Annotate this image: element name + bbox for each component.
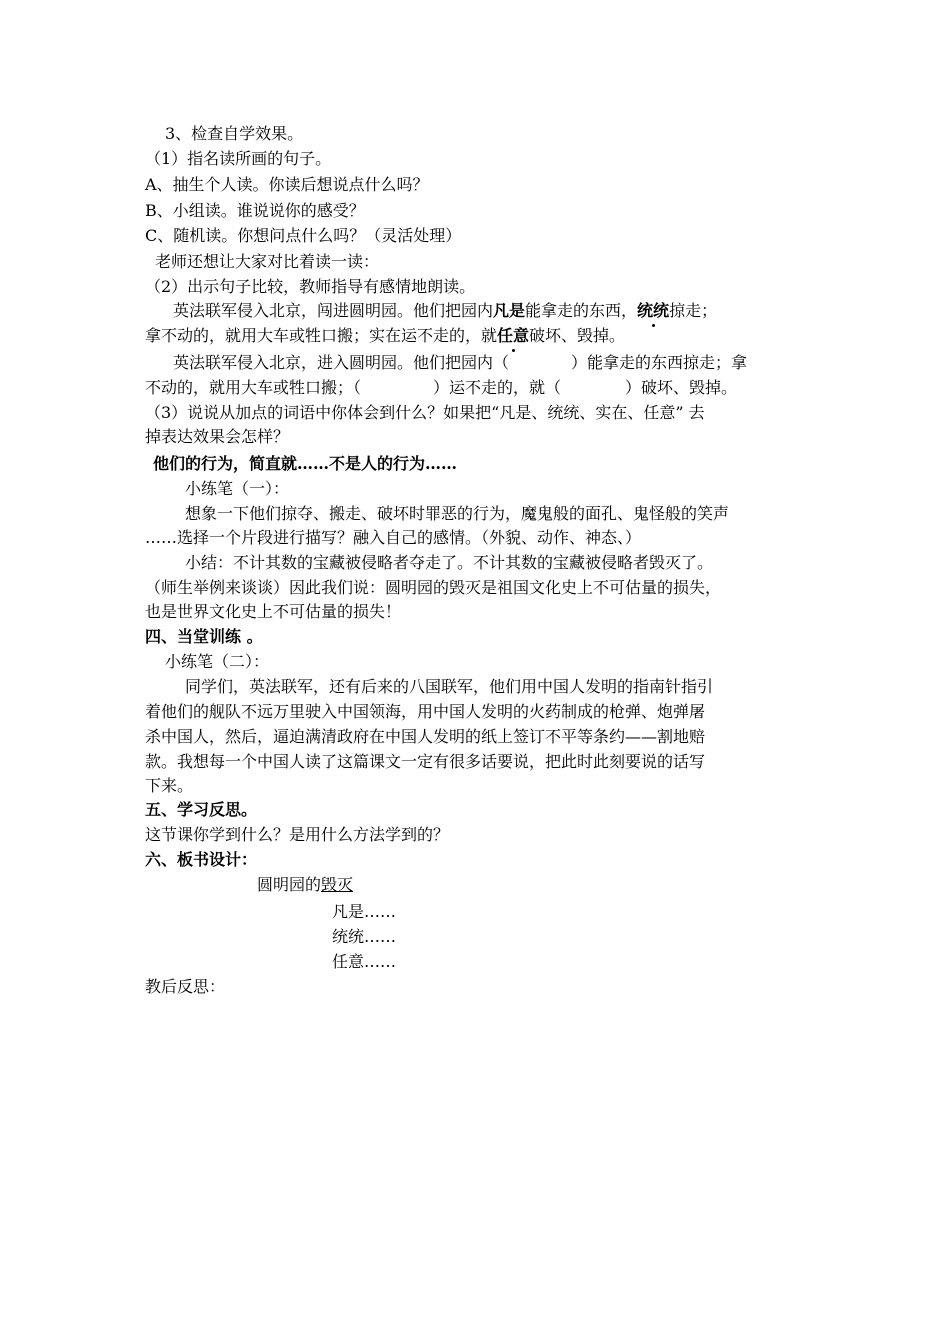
teacher-note: 老师还想让大家对比着读一读： [155,252,380,271]
item-b: B、小组读。谁说说你的感受？ [145,201,365,220]
section-6-heading: 六、板书设计： [145,850,258,869]
section-4-heading: 四、当堂训练 。 [145,627,263,646]
practice-2-line-2: 着他们的舰队不远万里驶入中国领海，用中国人发明的火药制成的枪弹、炮弹屠 [145,702,706,721]
item-a: A、抽生个人读。你读后想说点什么吗？ [145,175,429,194]
summary-line-2: （师生举例来谈谈）因此我们说：圆明园的毁灭是祖国文化史上不可估量的损失， [145,578,722,597]
practice-1-line-2: ……选择一个片段进行描写？融入自己的感情。（外貌、动作、神态、） [145,528,642,547]
board-item: 统统…… [332,927,397,946]
task-3-line-2: 掉表达效果会怎样？ [145,427,290,446]
section-5-heading: 五、学习反思。 [145,800,258,819]
emphasis-word: 凡是 [493,301,526,320]
sentence-2-line-1: 英法联军侵入北京，进入圆明园。他们把园内（ ）能拿走的东西掠走；拿 [173,353,748,372]
task-2: （2）出示句子比较，教师指导有感情地朗读。 [145,277,476,296]
sentence-1-line-2: 拿不动的，就用大车或牲口搬；实在运不走的，就任意破坏、毁掉。 [145,324,625,348]
item-c: C、随机读。你想问点什么吗？（灵活处理） [145,226,462,245]
underlined-word: 毁灭 [321,875,354,894]
practice-2-line-3: 杀中国人，然后，逼迫满清政府在中国人发明的纸上签订不平等条约——割地赔 [145,727,706,746]
summary-line-1: 小结：不计其数的宝藏被侵略者夺走了。不计其数的宝藏被侵略者毁灭了。 [185,553,714,572]
post-lesson-reflection: 教后反思： [145,977,226,996]
dotted-word: 任意 [497,324,529,348]
sentence-1-line-1: 英法联军侵入北京，闯进圆明园。他们把园内凡是能拿走的东西，统统掠走； [173,299,717,323]
step-heading: 3、检查自学效果。 [165,124,304,143]
sentence-2-line-2: 不动的，就用大车或牲口搬；（ ）运不走的，就（ ）破坏、毁掉。 [145,378,738,397]
summary-line-3: 也是世界文化史上不可估量的损失！ [145,602,402,621]
practice-2-line-1: 同学们，英法联军，还有后来的八国联军，他们用中国人发明的指南针指引 [185,677,714,696]
task-3-line-1: （3）说说从加点的词语中你体会到什么？如果把“凡是、统统、实在、任意” 去 [145,403,705,422]
practice-2-title: 小练笔（二）： [165,652,270,671]
task-1: （1）指名读所画的句子。 [145,149,332,168]
practice-1-line-1: 想象一下他们掠夺、搬走、破坏时罪恶的行为，魔鬼般的面孔、鬼怪般的笑声 [185,504,730,523]
reflection-question: 这节课你学到什么？是用什么方法学到的？ [145,825,450,844]
practice-2-line-4: 款。我想每一个中国人读了这篇课文一定有很多话要说，把此时此刻要说的话写 [145,752,706,771]
board-item: 凡是…… [332,902,397,921]
board-title: 圆明园的毁灭 [257,875,354,894]
board-item: 任意…… [332,952,397,971]
dotted-word: 统统 [637,299,669,323]
bold-statement: 他们的行为，简直就……不是人的行为…… [153,454,458,473]
practice-1-title: 小练笔（一）： [185,479,290,498]
practice-2-line-5: 下来。 [145,776,194,795]
